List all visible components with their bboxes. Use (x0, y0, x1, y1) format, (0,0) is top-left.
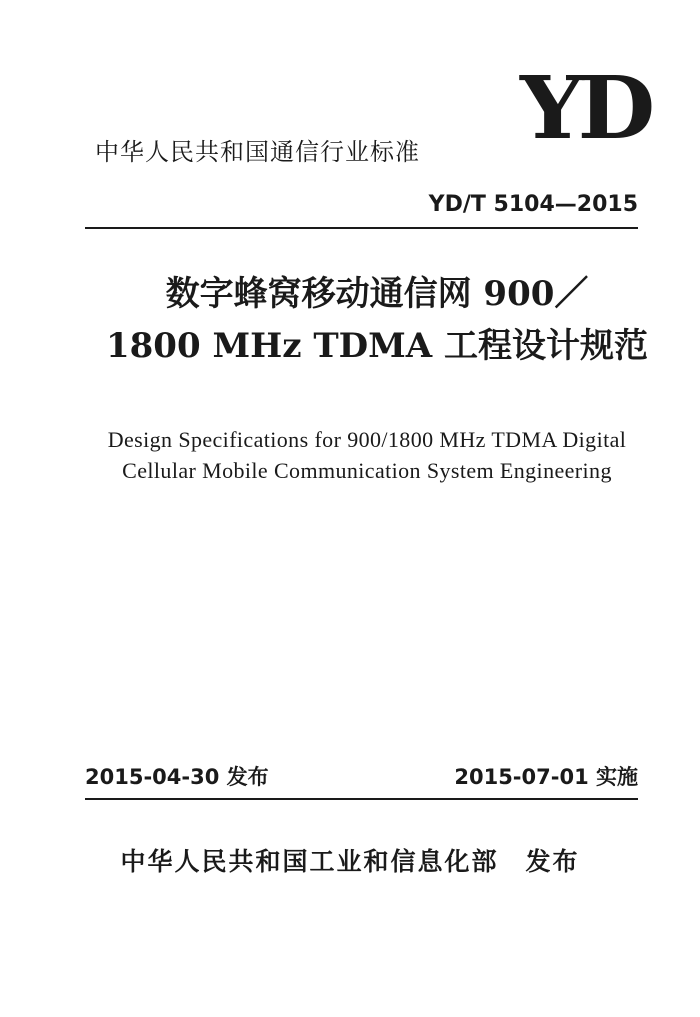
publisher: 中华人民共和国工业和信息化部 发布 (120, 847, 580, 876)
english-title-line-2: Cellular Mobile Communication System Engineering (122, 458, 612, 483)
bottom-divider (85, 798, 638, 800)
issue-date: 2015-04-30 发布 (85, 765, 269, 789)
english-title-line-1: Design Specifications for 900/1800 MHz TDMA Digital (107, 427, 627, 452)
standard-number: YD/T 5104—2015 (428, 192, 638, 217)
effective-date: 2015-07-01 实施 (454, 765, 638, 789)
standard-category: 中华人民共和国通信行业标准 (95, 138, 420, 166)
yd-logo: YD (520, 58, 649, 159)
chinese-title-line-2: 1800 MHz TDMA 工程设计规范 (105, 326, 648, 366)
chinese-title-line-1: 数字蜂窝移动通信网 900／ (165, 274, 589, 314)
top-divider (85, 227, 638, 229)
